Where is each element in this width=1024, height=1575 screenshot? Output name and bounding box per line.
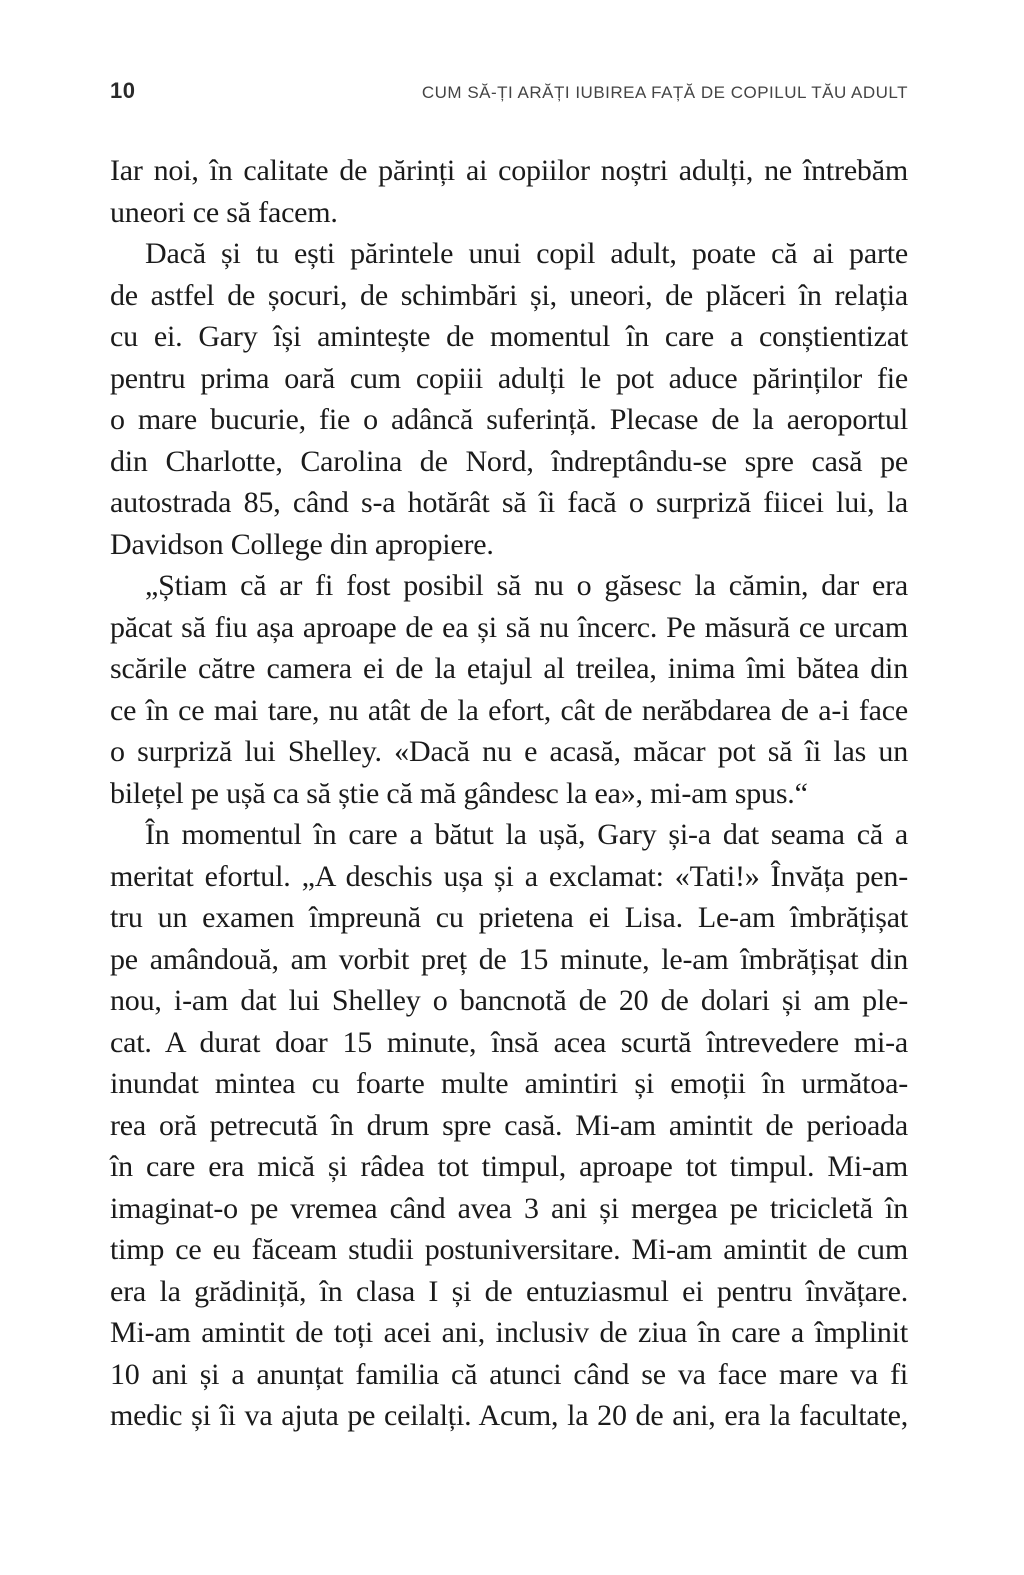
text-line: nou, i-am dat lui Shelley o bancnotă de 20 de dolari și am ple- (110, 984, 908, 1017)
text-line: Dacă și tu ești părintele unui copil adult, poate că ai parte (145, 237, 908, 270)
text-line: În momentul în care a bătut la ușă, Gary și-a dat seama că a (145, 818, 908, 851)
text-line: inundat mintea cu foarte multe amintiri și emoții în următoa- (110, 1067, 908, 1100)
text-line: păcat să fiu așa aproape de ea și să nu încerc. Pe măsură ce urcam (110, 610, 908, 644)
text-line: autostrada 85, când s-a hotărât să îi facă o surpriză fiicei lui, la (110, 486, 908, 519)
text-line: uneori ce să facem. (110, 195, 338, 229)
text-line: meritat efortul. „A deschis ușa și a exclamat: «Tati!» Învăța pen- (110, 859, 908, 893)
paragraph (110, 565, 908, 814)
text-line: 10 ani și a anunțat familia că atunci când se va face mare va fi (110, 1357, 908, 1391)
text-line: era la grădiniță, în clasa I și de entuziasmul ei pentru învățare. (110, 1274, 908, 1308)
paragraph (110, 150, 908, 233)
text-body (110, 150, 908, 1437)
text-line: pentru prima oară cum copiii adulți le pot aduce părinților fie (110, 361, 908, 395)
text-line: în care era mică și râdea tot timpul, aproape tot timpul. Mi-am (110, 1150, 908, 1183)
text-line: o surpriză lui Shelley. «Dacă nu e acasă, măcar pot să îi las un (110, 735, 908, 768)
text-line: Mi-am amintit de toți acei ani, inclusiv de ziua în care a împlinit (110, 1316, 908, 1349)
text-line: pe amândouă, am vorbit preț de 15 minute, le-am îmbrățișat din (110, 942, 908, 976)
text-line: din Charlotte, Carolina de Nord, îndreptându-se spre casă pe (110, 444, 908, 478)
text-line: Davidson College din apropiere. (110, 527, 494, 561)
text-line: bilețel pe ușă ca să știe că mă gândesc la ea», mi-am spus.“ (110, 776, 808, 810)
text-line: „Știam că ar fi fost posibil să nu o găsesc la cămin, dar era (145, 569, 908, 602)
paragraph (110, 233, 908, 565)
page-number: 10 (110, 78, 136, 103)
paragraph (110, 814, 908, 1437)
running-title: CUM SĂ-ȚI ARĂȚI IUBIREA FAȚĂ DE COPILUL TĂU ADULT (421, 83, 908, 102)
text-line: cu ei. Gary își amintește de momentul în care a conștientizat (110, 320, 908, 353)
text-line: o mare bucurie, fie o adâncă suferință. Plecase de la aeroportul (110, 403, 908, 436)
text-line: Iar noi, în calitate de părinți ai copiilor noștri adulți, ne întrebăm (110, 154, 908, 187)
text-line: rea oră petrecută în drum spre casă. Mi-am amintit de perioada (110, 1108, 908, 1142)
text-line: ce în ce mai tare, nu atât de la efort, cât de nerăbdarea de a-i face (110, 693, 908, 727)
text-line: de astfel de șocuri, de schimbări și, uneori, de plăceri în relația (110, 278, 908, 312)
text-line: scările către camera ei de la etajul al treilea, inima îmi bătea din (110, 652, 908, 685)
page-header (110, 78, 908, 104)
text-line: tru un examen împreună cu prietena ei Lisa. Le-am îmbrățișat (110, 901, 908, 934)
text-line: imaginat-o pe vremea când avea 3 ani și mergea pe tricicletă în (110, 1191, 908, 1225)
text-line: medic și îi va ajuta pe ceilalți. Acum, la 20 de ani, era la facultate, (110, 1399, 908, 1432)
text-line: timp ce eu făceam studii postuniversitare. Mi-am amintit de cum (110, 1233, 908, 1266)
text-line: cat. A durat doar 15 minute, însă acea scurtă întrevedere mi-a (110, 1025, 908, 1059)
